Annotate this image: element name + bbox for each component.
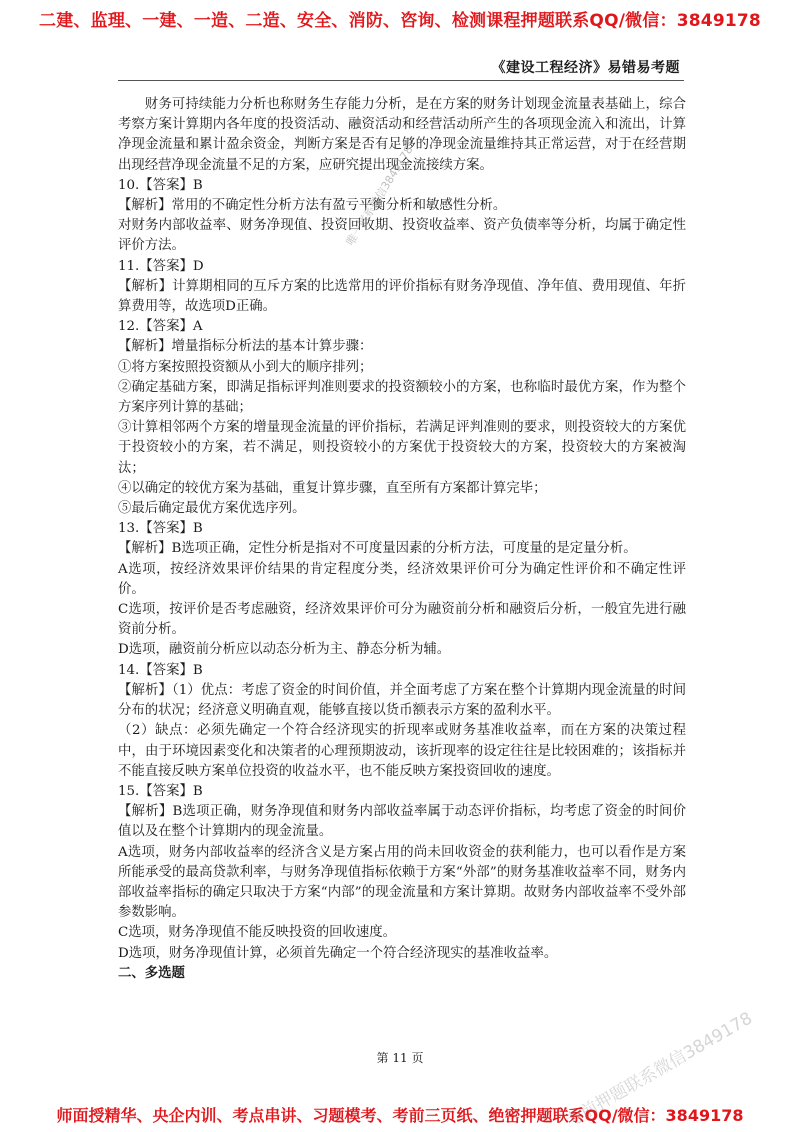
answer-line: 15.【答案】B	[118, 783, 203, 799]
running-head-title: 《建设工程经济》易错易考题	[491, 60, 680, 76]
header-rule	[118, 80, 684, 81]
top-promo-banner: 二建、监理、一建、一造、二造、安全、消防、咨询、检测课程押题联系QQ/微信：3849178	[39, 11, 761, 31]
explanation: 【解析】（1）优点：考虑了资金的时间价值，并全面考虑了方案在整个计算期内现金流量的时间分布的状况；经济意义明确直观，能够直接以货币额表示方案的盈利水平。	[118, 682, 686, 719]
paragraph: D选项，融资前分析应以动态分析为主、静态分析为辅。	[118, 642, 451, 658]
explanation: 【解析】B选项正确，定性分析是指对不可度量因素的分析方法，可度量的是定量分析。	[118, 541, 637, 557]
page-number: 第 11 页	[376, 1051, 424, 1065]
answer-line: 11.【答案】D	[118, 258, 204, 274]
answer-line: 12.【答案】A	[118, 319, 203, 335]
paragraph: 对财务内部收益率、财务净现值、投资回收期、投资收益率、资产负债率等分析，均属于确定性评价方法。	[118, 218, 686, 254]
step-item: ④以确定的较优方案为基础，重复计算步骤，直至所有方案都计算完毕；	[118, 480, 547, 496]
answer-line: 14.【答案】B	[118, 662, 203, 678]
answer-line: 13.【答案】B	[118, 521, 203, 537]
paragraph: C选项，财务净现值不能反映投资的回收速度。	[118, 925, 397, 941]
paragraph: A选项，财务内部收益率的经济含义是方案占用的尚未回收资金的获利能力，也可以看作是方案所能承受的最高贷款利率，与财务净现值指标依赖于方案“外部”的财务基准收益率不同，财务内部收益率指标的确定只取决于方案“内部”的现金流量和方案计算期。故财务内部收益率不受外部参数影响。	[118, 844, 686, 921]
explanation: 【解析】常用的不确定性分析方法有盈亏平衡分析和敏感性分析。	[118, 198, 507, 214]
step-item: ③计算相邻两个方案的增量现金流量的评价指标，若满足评判准则的要求，则投资较大的方案优于投资较小的方案，若不满足，则投资较小的方案优于投资较大的方案，投资较大的方案被淘汰；	[118, 420, 686, 476]
bottom-promo-banner: 师面授精华、央企内训、考点串讲、习题模考、考前三页纸、绝密押题联系QQ/微信：3849178	[56, 1106, 744, 1125]
step-item: ⑤最后确定最优方案优选序列。	[118, 501, 306, 517]
paragraph: 财务可持续能力分析也称财务生存能力分析，是在方案的财务计划现金流量表基础上，综合考察方案计算期内各年度的投资活动、融资活动和经营活动所产生的各项现金流入和流出，计算净现金流量和累计盈余资金，判断方案是否有足够的净现金流量维持其正常运营，对于在经营期出现经营净现金流量不足的方案，应研究提出现金流接续方案。	[118, 97, 686, 173]
step-item: ①将方案按照投资额从小到大的顺序排列；	[118, 359, 373, 375]
paragraph: （2）缺点：必须先确定一个符合经济现实的折现率或财务基准收益率，而在方案的决策过程中，由于环境因素变化和决策者的心理预期波动，该折现率的设定往往是比较困难的；该指标并不能直接反映方案单位投资的收益水平，也不能反映方案投资回收的速度。	[118, 723, 686, 779]
explanation: 【解析】B选项正确，财务净现值和财务内部收益率属于动态评价指标，均考虑了资金的时间价值以及在整个计算期内的现金流量。	[118, 804, 686, 840]
step-item: ②确定基础方案，即满足指标评判准则要求的投资额较小的方案，也称临时最优方案，作为整个方案序列计算的基础；	[118, 379, 686, 416]
explanation: 【解析】计算期相同的互斥方案的比选常用的评价指标有财务净现值、净年值、费用现值、年折算费用等，故选项D正确。	[118, 278, 686, 315]
watermark-text: 考前押题联系微信3849178	[562, 1008, 756, 1132]
answer-line: 10.【答案】B	[118, 177, 203, 193]
page-body	[118, 95, 686, 984]
watermark-text: 唯一联系微信3849178	[343, 143, 416, 248]
paragraph: D选项，财务净现值计算，必须首先确定一个符合经济现实的基准收益率。	[118, 945, 558, 961]
section-heading: 二、多选题	[118, 965, 185, 981]
explanation: 【解析】增量指标分析法的基本计算步骤：	[118, 339, 373, 355]
paragraph: C选项，按评价是否考虑融资，经济效果评价可分为融资前分析和融资后分析，一般宜先进行融资前分析。	[118, 602, 686, 638]
paragraph: A选项，按经济效果评价结果的肯定程度分类，经济效果评价可分为确定性评价和不确定性评价。	[118, 561, 686, 597]
